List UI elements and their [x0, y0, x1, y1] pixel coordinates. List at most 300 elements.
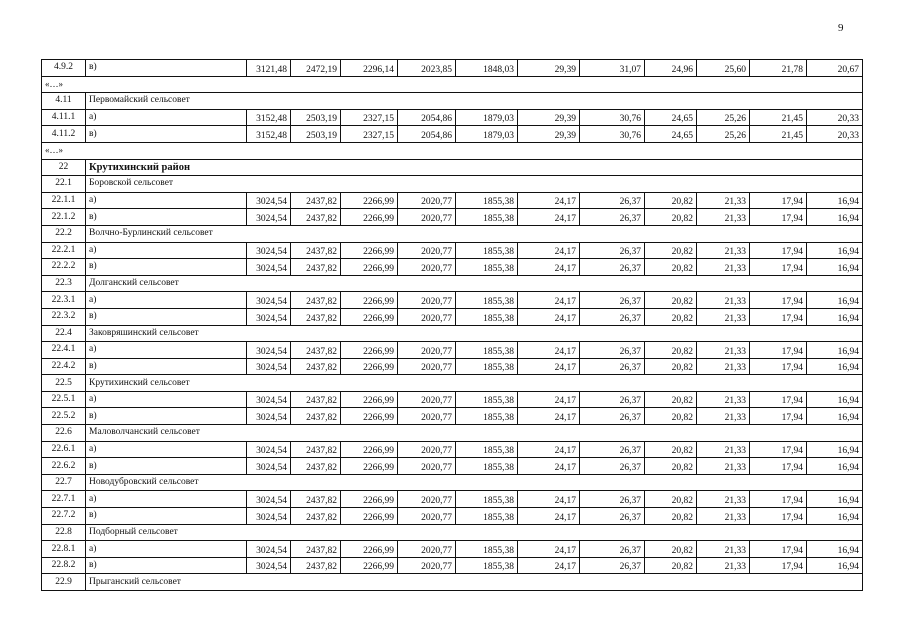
page-number: 9 — [838, 22, 844, 34]
value-cell: 26,37 — [580, 192, 645, 209]
row-label: в) — [86, 126, 247, 143]
value-cell: 2020,77 — [398, 391, 456, 408]
value-cell: 1855,38 — [456, 259, 518, 276]
table-row — [42, 491, 863, 508]
section-title: Подборный сельсовет — [86, 524, 863, 541]
row-code: 22.8.1 — [42, 541, 86, 558]
value-cell: 20,82 — [645, 358, 697, 375]
value-cell: 1855,38 — [456, 441, 518, 458]
table-row — [42, 358, 863, 375]
section-title: Заковряшинский сельсовет — [86, 325, 863, 342]
value-cell: 21,33 — [697, 242, 750, 259]
row-code: 4.11.1 — [42, 109, 86, 126]
value-cell: 3024,54 — [247, 458, 291, 475]
value-cell: 24,17 — [518, 391, 580, 408]
value-cell: 17,94 — [750, 541, 807, 558]
value-cell: 26,37 — [580, 308, 645, 325]
value-cell: 29,39 — [518, 126, 580, 143]
table-row — [42, 557, 863, 574]
value-cell: 26,37 — [580, 209, 645, 226]
value-cell: 2437,82 — [291, 441, 341, 458]
value-cell: 2437,82 — [291, 508, 341, 525]
value-cell: 16,94 — [807, 557, 863, 574]
ellipsis-row — [42, 76, 863, 93]
value-cell: 2020,77 — [398, 259, 456, 276]
value-cell: 3024,54 — [247, 308, 291, 325]
value-cell: 21,33 — [697, 292, 750, 309]
row-code: 22.4.2 — [42, 358, 86, 375]
value-cell: 2020,77 — [398, 491, 456, 508]
row-label: а) — [86, 342, 247, 359]
value-cell: 21,33 — [697, 209, 750, 226]
value-cell: 2020,77 — [398, 292, 456, 309]
value-cell: 2020,77 — [398, 557, 456, 574]
value-cell: 2437,82 — [291, 259, 341, 276]
value-cell: 2327,15 — [341, 109, 398, 126]
value-cell: 2437,82 — [291, 391, 341, 408]
section-title: Прыганский сельсовет — [86, 574, 863, 591]
value-cell: 2020,77 — [398, 192, 456, 209]
table-row — [42, 441, 863, 458]
value-cell: 3024,54 — [247, 209, 291, 226]
table-row — [42, 408, 863, 425]
value-cell: 20,82 — [645, 192, 697, 209]
value-cell: 1855,38 — [456, 541, 518, 558]
value-cell: 2437,82 — [291, 209, 341, 226]
table-row — [42, 541, 863, 558]
value-cell: 2266,99 — [341, 209, 398, 226]
value-cell: 24,17 — [518, 508, 580, 525]
value-cell: 20,67 — [807, 60, 863, 77]
value-cell: 21,33 — [697, 308, 750, 325]
value-cell: 17,94 — [750, 259, 807, 276]
district-title: Крутихинский район — [86, 159, 863, 176]
value-cell: 2437,82 — [291, 292, 341, 309]
value-cell: 1855,38 — [456, 192, 518, 209]
value-cell: 2437,82 — [291, 242, 341, 259]
value-cell: 26,37 — [580, 342, 645, 359]
value-cell: 2266,99 — [341, 308, 398, 325]
district-row — [42, 159, 863, 176]
value-cell: 1855,38 — [456, 209, 518, 226]
value-cell: 16,94 — [807, 308, 863, 325]
value-cell: 1855,38 — [456, 557, 518, 574]
value-cell: 20,82 — [645, 292, 697, 309]
value-cell: 2503,19 — [291, 109, 341, 126]
value-cell: 2266,99 — [341, 358, 398, 375]
value-cell: 2020,77 — [398, 342, 456, 359]
value-cell: 2054,86 — [398, 126, 456, 143]
value-cell: 2503,19 — [291, 126, 341, 143]
value-cell: 17,94 — [750, 491, 807, 508]
row-label: в) — [86, 508, 247, 525]
value-cell: 16,94 — [807, 292, 863, 309]
value-cell: 30,76 — [580, 126, 645, 143]
value-cell: 2266,99 — [341, 408, 398, 425]
section-title: Долганский сельсовет — [86, 275, 863, 292]
value-cell: 17,94 — [750, 408, 807, 425]
row-code: 22 — [42, 159, 86, 176]
value-cell: 20,82 — [645, 342, 697, 359]
row-code: 22.1.1 — [42, 192, 86, 209]
value-cell: 2437,82 — [291, 342, 341, 359]
value-cell: 24,17 — [518, 242, 580, 259]
value-cell: 20,82 — [645, 259, 697, 276]
value-cell: 20,82 — [645, 557, 697, 574]
section-row — [42, 93, 863, 110]
value-cell: 3024,54 — [247, 508, 291, 525]
section-row — [42, 574, 863, 591]
value-cell: 20,82 — [645, 391, 697, 408]
value-cell: 21,45 — [750, 126, 807, 143]
value-cell: 3024,54 — [247, 541, 291, 558]
value-cell: 20,82 — [645, 308, 697, 325]
row-code: 22.8 — [42, 524, 86, 541]
value-cell: 21,33 — [697, 441, 750, 458]
table-row — [42, 209, 863, 226]
value-cell: 24,17 — [518, 491, 580, 508]
value-cell: 2266,99 — [341, 259, 398, 276]
value-cell: 16,94 — [807, 391, 863, 408]
row-code: 22.2 — [42, 225, 86, 242]
row-code: 22.4 — [42, 325, 86, 342]
row-label: в) — [86, 209, 247, 226]
row-label: а) — [86, 541, 247, 558]
value-cell: 20,82 — [645, 408, 697, 425]
row-code: 4.9.2 — [42, 60, 86, 77]
value-cell: 17,94 — [750, 358, 807, 375]
row-code: 4.11.2 — [42, 126, 86, 143]
value-cell: 3121,48 — [247, 60, 291, 77]
value-cell: 21,33 — [697, 259, 750, 276]
value-cell: 2437,82 — [291, 458, 341, 475]
value-cell: 26,37 — [580, 259, 645, 276]
value-cell: 21,33 — [697, 358, 750, 375]
row-code: «…» — [42, 76, 863, 93]
value-cell: 2266,99 — [341, 192, 398, 209]
section-row — [42, 275, 863, 292]
value-cell: 2266,99 — [341, 342, 398, 359]
value-cell: 21,33 — [697, 391, 750, 408]
row-label: в) — [86, 60, 247, 77]
section-row — [42, 474, 863, 491]
table-row — [42, 60, 863, 77]
value-cell: 3024,54 — [247, 391, 291, 408]
table-row — [42, 259, 863, 276]
value-cell: 24,96 — [645, 60, 697, 77]
value-cell: 2266,99 — [341, 441, 398, 458]
row-label: в) — [86, 408, 247, 425]
value-cell: 24,17 — [518, 308, 580, 325]
section-row — [42, 425, 863, 442]
value-cell: 24,65 — [645, 126, 697, 143]
value-cell: 2020,77 — [398, 541, 456, 558]
value-cell: 16,94 — [807, 441, 863, 458]
value-cell: 1879,03 — [456, 109, 518, 126]
row-code: «…» — [42, 142, 863, 159]
table-row — [42, 342, 863, 359]
row-code: 22.4.1 — [42, 342, 86, 359]
value-cell: 16,94 — [807, 358, 863, 375]
section-row — [42, 325, 863, 342]
value-cell: 26,37 — [580, 358, 645, 375]
value-cell: 26,37 — [580, 508, 645, 525]
value-cell: 2266,99 — [341, 557, 398, 574]
value-cell: 21,33 — [697, 491, 750, 508]
row-code: 22.1.2 — [42, 209, 86, 226]
value-cell: 26,37 — [580, 242, 645, 259]
value-cell: 2266,99 — [341, 242, 398, 259]
value-cell: 24,17 — [518, 441, 580, 458]
value-cell: 26,37 — [580, 292, 645, 309]
value-cell: 2266,99 — [341, 491, 398, 508]
value-cell: 17,94 — [750, 557, 807, 574]
value-cell: 24,17 — [518, 557, 580, 574]
value-cell: 3024,54 — [247, 491, 291, 508]
value-cell: 2327,15 — [341, 126, 398, 143]
value-cell: 21,33 — [697, 408, 750, 425]
table-row — [42, 292, 863, 309]
section-row — [42, 375, 863, 392]
value-cell: 1855,38 — [456, 491, 518, 508]
value-cell: 20,82 — [645, 458, 697, 475]
value-cell: 2054,86 — [398, 109, 456, 126]
table-row — [42, 109, 863, 126]
value-cell: 2020,77 — [398, 242, 456, 259]
row-code: 22.5 — [42, 375, 86, 392]
value-cell: 2472,19 — [291, 60, 341, 77]
value-cell: 30,76 — [580, 109, 645, 126]
section-title: Боровской сельсовет — [86, 176, 863, 193]
value-cell: 24,65 — [645, 109, 697, 126]
value-cell: 24,17 — [518, 342, 580, 359]
value-cell: 20,82 — [645, 541, 697, 558]
value-cell: 2296,14 — [341, 60, 398, 77]
value-cell: 21,45 — [750, 109, 807, 126]
value-cell: 17,94 — [750, 209, 807, 226]
row-code: 22.9 — [42, 574, 86, 591]
value-cell: 3024,54 — [247, 292, 291, 309]
value-cell: 20,82 — [645, 441, 697, 458]
value-cell: 3152,48 — [247, 126, 291, 143]
value-cell: 17,94 — [750, 441, 807, 458]
value-cell: 3024,54 — [247, 242, 291, 259]
row-code: 22.3.1 — [42, 292, 86, 309]
row-label: в) — [86, 259, 247, 276]
value-cell: 17,94 — [750, 308, 807, 325]
value-cell: 1848,03 — [456, 60, 518, 77]
row-code: 22.1 — [42, 176, 86, 193]
table-row — [42, 242, 863, 259]
value-cell: 16,94 — [807, 458, 863, 475]
value-cell: 1855,38 — [456, 342, 518, 359]
value-cell: 2020,77 — [398, 308, 456, 325]
value-cell: 26,37 — [580, 491, 645, 508]
value-cell: 2020,77 — [398, 441, 456, 458]
row-code: 22.6 — [42, 425, 86, 442]
value-cell: 20,82 — [645, 242, 697, 259]
row-code: 22.2.2 — [42, 259, 86, 276]
value-cell: 29,39 — [518, 109, 580, 126]
value-cell: 3024,54 — [247, 408, 291, 425]
value-cell: 26,37 — [580, 441, 645, 458]
row-code: 22.6.2 — [42, 458, 86, 475]
value-cell: 24,17 — [518, 192, 580, 209]
value-cell: 2266,99 — [341, 508, 398, 525]
value-cell: 21,33 — [697, 342, 750, 359]
row-code: 22.7 — [42, 474, 86, 491]
table-body — [42, 60, 863, 591]
row-code: 22.5.2 — [42, 408, 86, 425]
value-cell: 3024,54 — [247, 358, 291, 375]
value-cell: 16,94 — [807, 192, 863, 209]
row-label: в) — [86, 308, 247, 325]
value-cell: 17,94 — [750, 292, 807, 309]
value-cell: 2437,82 — [291, 491, 341, 508]
table-row — [42, 126, 863, 143]
value-cell: 24,17 — [518, 259, 580, 276]
row-code: 22.5.1 — [42, 391, 86, 408]
value-cell: 2266,99 — [341, 541, 398, 558]
value-cell: 2266,99 — [341, 458, 398, 475]
value-cell: 3024,54 — [247, 259, 291, 276]
section-row — [42, 225, 863, 242]
value-cell: 26,37 — [580, 541, 645, 558]
value-cell: 1855,38 — [456, 358, 518, 375]
value-cell: 21,33 — [697, 541, 750, 558]
row-label: а) — [86, 491, 247, 508]
value-cell: 16,94 — [807, 508, 863, 525]
row-label: а) — [86, 391, 247, 408]
value-cell: 21,33 — [697, 508, 750, 525]
value-cell: 26,37 — [580, 391, 645, 408]
value-cell: 20,82 — [645, 508, 697, 525]
value-cell: 24,17 — [518, 292, 580, 309]
value-cell: 24,17 — [518, 358, 580, 375]
value-cell: 25,26 — [697, 126, 750, 143]
value-cell: 1855,38 — [456, 458, 518, 475]
table-row — [42, 458, 863, 475]
value-cell: 25,26 — [697, 109, 750, 126]
value-cell: 2437,82 — [291, 557, 341, 574]
section-title: Волчно-Бурлинский сельсовет — [86, 225, 863, 242]
value-cell: 2437,82 — [291, 192, 341, 209]
value-cell: 1855,38 — [456, 391, 518, 408]
value-cell: 24,17 — [518, 209, 580, 226]
tariff-table — [41, 59, 863, 591]
value-cell: 29,39 — [518, 60, 580, 77]
row-label: а) — [86, 192, 247, 209]
value-cell: 2437,82 — [291, 308, 341, 325]
value-cell: 3024,54 — [247, 557, 291, 574]
value-cell: 17,94 — [750, 342, 807, 359]
value-cell: 1879,03 — [456, 126, 518, 143]
value-cell: 17,94 — [750, 458, 807, 475]
section-title: Новодубровский сельсовет — [86, 474, 863, 491]
value-cell: 21,33 — [697, 192, 750, 209]
value-cell: 2023,85 — [398, 60, 456, 77]
value-cell: 20,33 — [807, 109, 863, 126]
value-cell: 2437,82 — [291, 408, 341, 425]
row-label: а) — [86, 242, 247, 259]
value-cell: 2020,77 — [398, 508, 456, 525]
value-cell: 2020,77 — [398, 209, 456, 226]
ellipsis-row — [42, 142, 863, 159]
section-title: Крутихинский сельсовет — [86, 375, 863, 392]
value-cell: 24,17 — [518, 541, 580, 558]
value-cell: 16,94 — [807, 242, 863, 259]
value-cell: 1855,38 — [456, 308, 518, 325]
value-cell: 26,37 — [580, 408, 645, 425]
value-cell: 1855,38 — [456, 508, 518, 525]
value-cell: 16,94 — [807, 259, 863, 276]
section-row — [42, 176, 863, 193]
row-code: 22.3.2 — [42, 308, 86, 325]
value-cell: 16,94 — [807, 209, 863, 226]
value-cell: 20,82 — [645, 209, 697, 226]
value-cell: 2266,99 — [341, 292, 398, 309]
value-cell: 3024,54 — [247, 192, 291, 209]
row-label: в) — [86, 458, 247, 475]
value-cell: 20,82 — [645, 491, 697, 508]
value-cell: 26,37 — [580, 557, 645, 574]
value-cell: 2020,77 — [398, 358, 456, 375]
table-row — [42, 508, 863, 525]
value-cell: 2437,82 — [291, 541, 341, 558]
row-code: 4.11 — [42, 93, 86, 110]
row-code: 22.6.1 — [42, 441, 86, 458]
value-cell: 26,37 — [580, 458, 645, 475]
value-cell: 21,78 — [750, 60, 807, 77]
value-cell: 2437,82 — [291, 358, 341, 375]
table-row — [42, 308, 863, 325]
value-cell: 16,94 — [807, 342, 863, 359]
section-row — [42, 524, 863, 541]
value-cell: 3024,54 — [247, 342, 291, 359]
row-label: в) — [86, 358, 247, 375]
value-cell: 1855,38 — [456, 242, 518, 259]
value-cell: 2266,99 — [341, 391, 398, 408]
value-cell: 17,94 — [750, 192, 807, 209]
value-cell: 17,94 — [750, 508, 807, 525]
value-cell: 25,60 — [697, 60, 750, 77]
row-code: 22.7.1 — [42, 491, 86, 508]
value-cell: 3024,54 — [247, 441, 291, 458]
value-cell: 20,33 — [807, 126, 863, 143]
value-cell: 2020,77 — [398, 408, 456, 425]
row-code: 22.8.2 — [42, 557, 86, 574]
value-cell: 24,17 — [518, 408, 580, 425]
row-code: 22.7.2 — [42, 508, 86, 525]
value-cell: 24,17 — [518, 458, 580, 475]
value-cell: 3152,48 — [247, 109, 291, 126]
value-cell: 16,94 — [807, 541, 863, 558]
value-cell: 1855,38 — [456, 292, 518, 309]
value-cell: 17,94 — [750, 391, 807, 408]
value-cell: 16,94 — [807, 408, 863, 425]
row-label: в) — [86, 557, 247, 574]
row-code: 22.2.1 — [42, 242, 86, 259]
row-label: а) — [86, 109, 247, 126]
value-cell: 17,94 — [750, 242, 807, 259]
section-title: Первомайский сельсовет — [86, 93, 863, 110]
value-cell: 1855,38 — [456, 408, 518, 425]
row-label: а) — [86, 292, 247, 309]
table-row — [42, 391, 863, 408]
value-cell: 2020,77 — [398, 458, 456, 475]
value-cell: 21,33 — [697, 458, 750, 475]
row-code: 22.3 — [42, 275, 86, 292]
